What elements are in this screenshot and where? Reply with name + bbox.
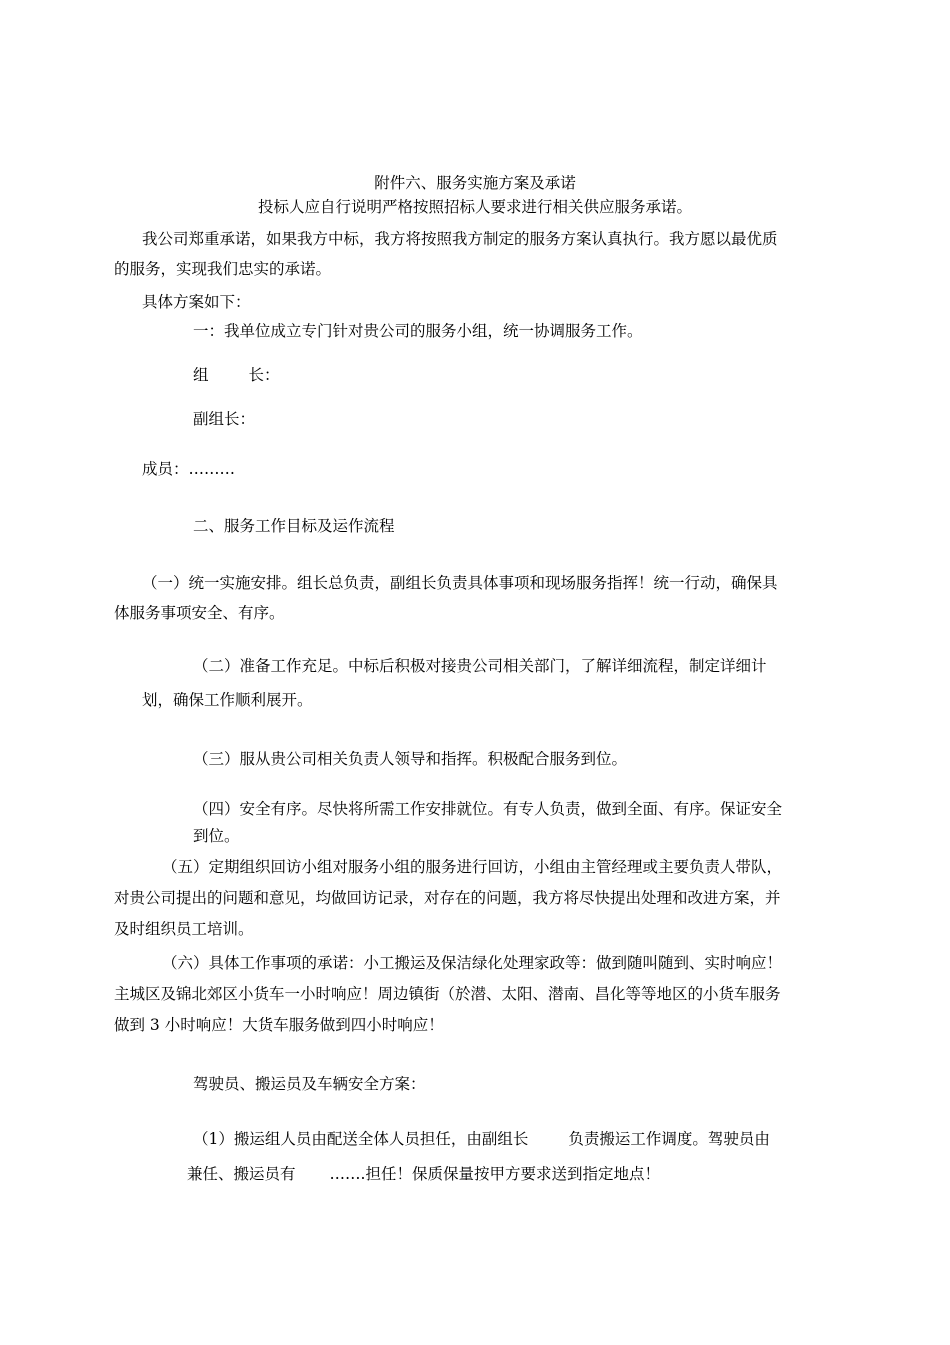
leader-label-part: 长： [248, 366, 280, 384]
deputy-leader-label: 副组长： [193, 410, 256, 428]
item-one-line: （一）统一实施安排。组长总负责，副组长负责具体事项和现场服务指挥！统一行动，确保具 [142, 574, 778, 592]
item-one-line: 体服务事项安全、有序。 [114, 604, 285, 622]
safety-item-part: （1）搬运组人员由配送全体人员担任，由副组长 [193, 1130, 529, 1148]
document-title: 附件六、服务实施方案及承诺 [374, 174, 576, 192]
item-six-line: （六）具体工作事项的承诺：小工搬运及保洁绿化处理家政等：做到随叫随到、实时响应！ [162, 954, 783, 972]
safety-item-part: …….担任！保质保量按甲方要求送到指定地点！ [329, 1165, 660, 1183]
item-six-line: 主城区及锦北郊区小货车一小时响应！周边镇街（於潜、太阳、潜南、昌化等等地区的小货车服务 [114, 985, 781, 1003]
item-two-line: （二）准备工作充足。中标后积极对接贵公司相关部门，了解详细流程，制定详细计 [193, 657, 767, 675]
members-label: 成员：……… [142, 460, 236, 478]
plan-heading: 具体方案如下： [142, 293, 251, 311]
item-six-line: 做到 3 小时响应！大货车服务做到四小时响应！ [114, 1016, 444, 1034]
intro-paragraph-line: 的服务，实现我们忠实的承诺。 [114, 260, 332, 278]
safety-heading: 驾驶员、搬运员及车辆安全方案： [193, 1075, 426, 1093]
leader-label-part: 组 [193, 366, 209, 384]
item-four-line: 到位。 [193, 827, 240, 845]
safety-item-line [187, 1164, 660, 1184]
safety-item-line [193, 1129, 770, 1149]
item-two-line: 划，确保工作顺利展开。 [142, 691, 313, 709]
item-three-text: （三）服从贵公司相关负责人领导和指挥。积极配合服务到位。 [193, 750, 628, 768]
item-four-line: （四）安全有序。尽快将所需工作安排就位。有专人负责，做到全面、有序。保证安全 [193, 800, 783, 818]
item-five-line: 对贵公司提出的问题和意见，均做回访记录，对存在的问题，我方将尽快提出处理和改进方案，并 [114, 889, 781, 907]
safety-item-part: 兼任、搬运员有 [187, 1165, 296, 1183]
section-two-heading: 二、服务工作目标及运作流程 [193, 517, 395, 535]
document-subtitle: 投标人应自行说明严格按照招标人要求进行相关供应服务承诺。 [257, 198, 692, 216]
item-five-line: （五）定期组织回访小组对服务小组的服务进行回访，小组由主管经理或主要负责人带队， [162, 858, 783, 876]
safety-item-part: 负责搬运工作调度。驾驶员由 [568, 1130, 770, 1148]
leader-label [193, 365, 280, 385]
section-one-text: 一：我单位成立专门针对贵公司的服务小组，统一协调服务工作。 [193, 322, 643, 340]
intro-paragraph-line: 我公司郑重承诺，如果我方中标，我方将按照我方制定的服务方案认真执行。我方愿以最优质 [142, 230, 778, 248]
item-five-line: 及时组织员工培训。 [114, 920, 254, 938]
